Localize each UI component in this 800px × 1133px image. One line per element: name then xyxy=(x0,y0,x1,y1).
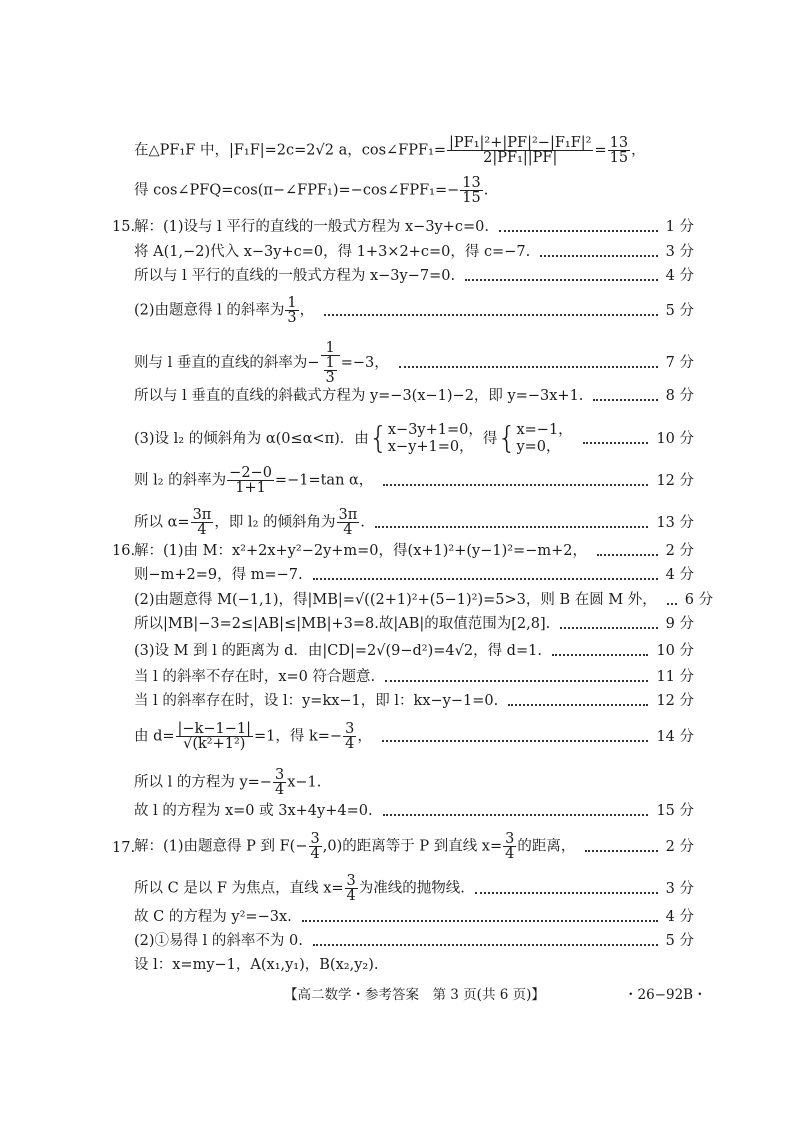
score: 6 分 xyxy=(684,592,714,608)
score: 12 分 xyxy=(656,693,694,709)
q16-step-1: 解：(1)由 M：x²+2x+y²−2y+m=0，得(x+1)²+(y−1)²=−m+2， 2 分 xyxy=(134,543,694,559)
q17-step-5: 设 l：x=my−1，A(x₁,y₁)，B(x₂,y₂). xyxy=(134,957,379,973)
leader-dots xyxy=(385,680,648,682)
score: 8 分 xyxy=(665,388,694,404)
score: 12 分 xyxy=(656,472,694,489)
angle-fraction: $\frac{3\pi}{4}$ xyxy=(338,507,358,538)
q17-step-3: 故 C 的方程为 y²=−3x. 4 分 xyxy=(134,909,694,925)
leader-dots xyxy=(475,892,658,894)
leader-dots xyxy=(383,814,649,816)
slope-fraction: $\frac{-2-0}{1+1}$ xyxy=(229,465,272,496)
q16-step-4: 所以|MB|−3=2≤|AB|≤|MB|+3=8.故|AB|的取值范围为[2,8]. 9 分 xyxy=(134,616,694,632)
leader-dots xyxy=(324,314,658,316)
equation-system: x−3y+1=0， x−y+1=0， xyxy=(387,422,483,455)
score: 1 分 xyxy=(665,219,694,235)
complex-fraction: $\frac{1}{\frac{1}{3}}$ xyxy=(321,341,340,385)
score: 2 分 xyxy=(665,543,694,559)
q15-step-5: 则与 l 垂直的直线的斜率为− $\frac{1}{\frac{1}{3}}$ =−3， 7 分 xyxy=(134,340,694,386)
score: 5 分 xyxy=(665,302,694,319)
score: 3 分 xyxy=(665,880,694,897)
equation-solution: x=−1， y=0， xyxy=(516,422,573,455)
q15-step-8: 则 l₂ 的斜率为 $\frac{-2-0}{1+1}$ =−1=tan α， 12 分 xyxy=(134,465,694,496)
leader-dots xyxy=(667,603,677,605)
leader-dots xyxy=(313,578,658,580)
leader-dots xyxy=(560,627,657,629)
left-brace: { xyxy=(368,421,388,456)
intro-line-1: 在△PF₁F 中，|F₁F|=2c=2√2 a，cos∠FPF₁= $\frac{\text{|PF₁|²+|PF|²−|F₁F|²}}{\text{2|PF₁||PF|}}$ = $\frac{13}{15}$ ， xyxy=(134,135,646,166)
score: 11 分 xyxy=(656,669,694,685)
leader-dots xyxy=(375,526,649,528)
leader-dots xyxy=(597,554,658,556)
score: 4 分 xyxy=(665,268,694,284)
leader-dots xyxy=(313,944,658,946)
leader-dots xyxy=(382,740,649,742)
leader-dots xyxy=(302,920,658,922)
directrix-fraction: $\frac{3}{4}$ xyxy=(346,873,356,904)
score: 10 分 xyxy=(656,643,694,659)
q15-step-6: 所以与 l 垂直的直线的斜截式方程为 y=−3(x−1)−2，即 y=−3x+1. 8 分 xyxy=(134,388,694,404)
q15-step-3: 所以与 l 平行的直线的一般式方程为 x−3y−7=0. 4 分 xyxy=(134,268,694,284)
score: 4 分 xyxy=(665,909,694,925)
q15-step-4: (2)由题意得 l 的斜率为 $\frac{1}{3}$ ， 5 分 xyxy=(134,295,694,326)
leader-dots xyxy=(540,255,657,257)
score: 14 分 xyxy=(656,728,694,745)
focus-fraction: $\frac{3}{4}$ xyxy=(310,831,320,862)
q17-step-4: (2)①易得 l 的斜率不为 0. 5 分 xyxy=(134,933,694,949)
score: 4 分 xyxy=(665,567,694,583)
q16-step-6: 当 l 的斜率不存在时，x=0 符合题意. 11 分 xyxy=(134,669,694,685)
q15-step-7: (3)设 l₂ 的倾斜角为 α(0≤α<π)．由{ x−3y+1=0， x−y+1=0， 得{ x=−1， y=0， 10 分 xyxy=(134,421,694,456)
leader-dots xyxy=(383,484,648,486)
slope-fraction: $\frac{3}{4}$ xyxy=(274,767,285,798)
q15-step-9: 所以 α= $\frac{3\pi}{4}$ ，即 l₂ 的倾斜角为 $\frac{3\pi}{4}$ . 13 分 xyxy=(134,507,694,538)
score: 10 分 xyxy=(656,431,694,447)
q17-step-1: 解：(1)由题意得 P 到 F(− $\frac{3}{4}$ ,0)的距离等于 P 到直线 x= $\frac{3}{4}$ 的距离， 2 分 xyxy=(134,831,694,862)
cosine-fraction: $\frac{\text{|PF₁|²+|PF|²−|F₁F|²}}{\text{2|PF₁||PF|}}$ xyxy=(449,135,592,166)
angle-fraction: $\frac{3\pi}{4}$ xyxy=(192,507,212,538)
slope-fraction: $\frac{3}{4}$ xyxy=(345,721,355,752)
score: 15 分 xyxy=(656,803,694,819)
leader-dots xyxy=(508,704,648,706)
leader-dots xyxy=(593,399,657,401)
q15-step-1: 解：(1)设与 l 平行的直线的一般式方程为 x−3y+c=0. 1 分 xyxy=(134,219,694,235)
q16-step-2: 则−m+2=9，得 m=−7. 4 分 xyxy=(134,567,694,583)
score: 13 分 xyxy=(656,514,694,531)
question-number-15: 15. xyxy=(112,219,136,235)
left-brace: { xyxy=(497,421,517,456)
score: 3 分 xyxy=(665,244,694,260)
leader-dots xyxy=(499,230,658,232)
q16-step-10: 故 l 的方程为 x=0 或 3x+4y+4=0. 15 分 xyxy=(134,803,694,819)
score: 7 分 xyxy=(665,355,694,371)
value-fraction: $\frac{13}{15}$ xyxy=(609,135,629,166)
question-number-16: 16. xyxy=(112,543,136,559)
intro-line-2: 得 cos∠PFQ=cos(π−∠FPF₁)=−cos∠FPF₁=− $\frac{13}{15}$ . xyxy=(134,175,489,206)
score: 9 分 xyxy=(665,616,694,632)
score: 2 分 xyxy=(665,838,694,855)
question-number-17: 17. xyxy=(112,840,136,856)
q16-step-9: 所以 l 的方程为 y=− $\frac{3}{4}$ x−1. xyxy=(134,767,322,798)
leader-dots xyxy=(552,654,648,656)
q16-step-7: 当 l 的斜率存在时，设 l：y=kx−1，即 l：kx−y−1=0. 12 分 xyxy=(134,693,694,709)
leader-dots xyxy=(465,279,658,281)
q15-step-2: 将 A(1,−2)代入 x−3y+c=0，得 1+3×2+c=0，得 c=−7. 3 分 xyxy=(134,244,694,260)
intro-text: 在△PF₁F 中，|F₁F|=2c=2√2 a，cos∠FPF₁= xyxy=(134,142,447,159)
leader-dots xyxy=(583,442,649,444)
slope-fraction: $\frac{1}{3}$ xyxy=(287,295,297,326)
leader-dots xyxy=(585,850,657,852)
q16-step-5: (3)设 M 到 l 的距离为 d．由|CD|=2√(9−d²)=4√2，得 d=1. 10 分 xyxy=(134,643,694,659)
page-footer-code: ・26−92B・ xyxy=(624,987,707,1003)
q16-step-8: 由 d= $\frac{|-k-1-1|}{\text{√(k²+1²)}}$ =1，得 k=− $\frac{3}{4}$ ， 14 分 xyxy=(134,721,694,752)
score: 5 分 xyxy=(665,933,694,949)
leader-dots xyxy=(399,366,658,368)
value-fraction: $\frac{13}{15}$ xyxy=(462,175,481,206)
directrix-fraction: $\frac{3}{4}$ xyxy=(505,831,515,862)
q16-step-3: (2)由题意得 M(−1,1)，得|MB|=√((2+1)²+(5−1)²)=5>3，则 B 在圆 M 外， 6 分 xyxy=(134,592,714,608)
distance-fraction: $\frac{|-k-1-1|}{\text{√(k²+1²)}}$ xyxy=(177,721,252,752)
page-footer-title: 【高二数学・参考答案 第 3 页(共 6 页)】 xyxy=(284,987,545,1003)
q17-step-2: 所以 C 是以 F 为焦点，直线 x= $\frac{3}{4}$ 为准线的抛物线. 3 分 xyxy=(134,873,694,904)
